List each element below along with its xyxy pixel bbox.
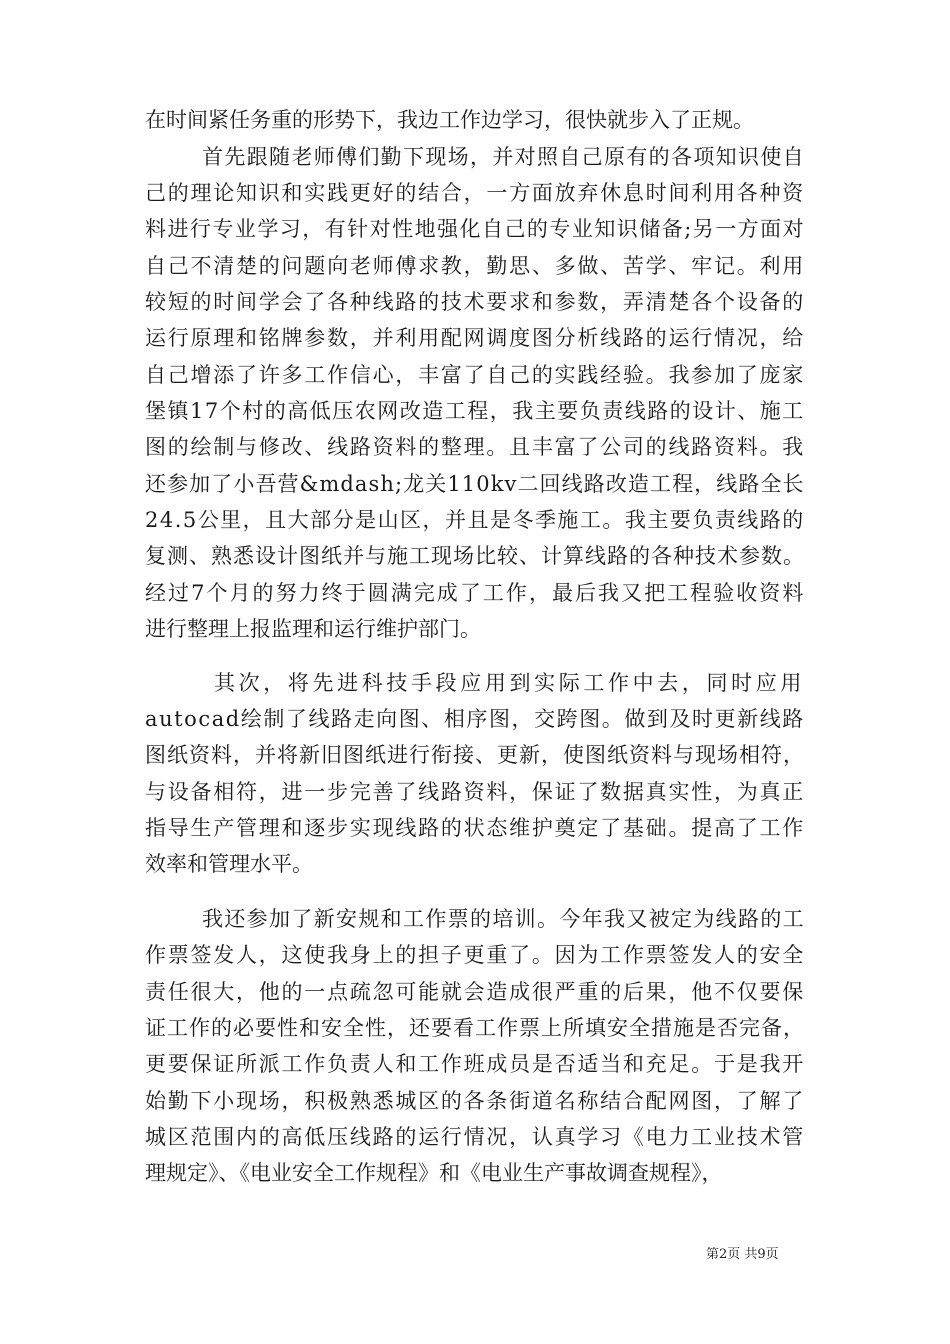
body-line: 理规定》、《电业安全工作规程》和《电业生产事故调查规程》， — [145, 1161, 723, 1185]
body-line: 还参加了小吾营&mdash;龙关110kv二回线路改造工程，线路全长 — [145, 472, 805, 496]
body-line: 堡镇17个村的高低压农网改造工程，我主要负责线路的设计、施工 — [145, 399, 805, 423]
body-line: 图纸资料，并将新旧图纸进行衔接、更新，使图纸资料与现场相符， — [145, 743, 805, 767]
body-line: 作票签发人，这使我身上的担子更重了。因为工作票签发人的安全 — [145, 943, 805, 967]
body-line: 效率和管理水平。 — [145, 852, 313, 876]
body-line: 己的理论知识和实践更好的结合，一方面放弃休息时间利用各种资 — [145, 181, 805, 205]
body-line: 进行整理上报监理和运行维护部门。 — [145, 617, 481, 641]
body-line: 较短的时间学会了各种线路的技术要求和参数，弄清楚各个设备的 — [145, 290, 805, 314]
body-line: 城区范围内的高低压线路的运行情况，认真学习《电力工业技术管 — [145, 1125, 805, 1149]
body-line: autocad绘制了线路走向图、相序图，交跨图。做到及时更新线路 — [145, 707, 805, 731]
body-line: 责任很大，他的一点疏忽可能就会造成很严重的后果，他不仅要保 — [145, 980, 805, 1004]
body-line: 料进行专业学习，有针对性地强化自己的专业知识储备;另一方面对 — [145, 217, 806, 241]
body-line: 经过7个月的努力终于圆满完成了工作，最后我又把工程验收资料 — [145, 581, 806, 605]
body-line: 在时间紧任务重的形势下，我边工作边学习，很快就步入了正规。 — [145, 108, 754, 132]
body-line: 复测、熟悉设计图纸并与施工现场比较、计算线路的各种技术参数。 — [145, 544, 805, 568]
body-line: 证工作的必要性和安全性，还要看工作票上所填安全措施是否完备， — [145, 1016, 805, 1040]
body-line: 始勤下小现场，积极熟悉城区的各条街道名称结合配网图，了解了 — [145, 1089, 805, 1113]
page-footer: 第2页 共9页 — [706, 1247, 779, 1262]
body-line: 图的绘制与修改、线路资料的整理。且丰富了公司的线路资料。我 — [145, 435, 805, 459]
body-line: 指导生产管理和逐步实现线路的状态维护奠定了基础。提高了工作 — [145, 816, 805, 840]
body-line: 更要保证所派工作负责人和工作班成员是否适当和充足。于是我开 — [145, 1052, 805, 1076]
body-line: 我还参加了新安规和工作票的培训。今年我又被定为线路的工 — [202, 907, 805, 931]
body-line: 首先跟随老师傅们勤下现场，并对照自己原有的各项知识使自 — [202, 145, 805, 169]
body-line: 自己增添了许多工作信心，丰富了自己的实践经验。我参加了庞家 — [145, 363, 805, 387]
body-line: 运行原理和铭牌参数，并利用配网调度图分析线路的运行情况，给 — [145, 326, 805, 350]
body-line: 其次，将先进科技手段应用到实际工作中去，同时应用 — [214, 671, 805, 695]
body-line: 与设备相符，进一步完善了线路资料，保证了数据真实性，为真正 — [145, 780, 805, 804]
body-line: 自己不清楚的问题向老师傅求教，勤思、多做、苦学、牢记。利用 — [145, 254, 805, 278]
body-line: 24.5公里，且大部分是山区，并且是冬季施工。我主要负责线路的 — [145, 508, 805, 532]
